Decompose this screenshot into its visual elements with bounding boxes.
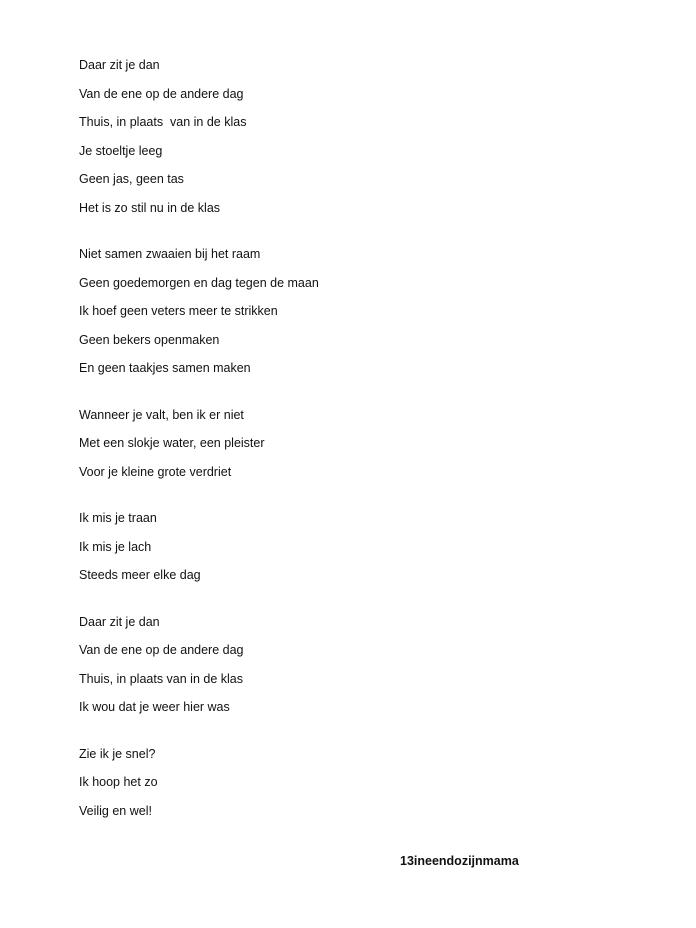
poem-line: Ik hoef geen veters meer te strikken — [79, 304, 278, 318]
poem-line: Daar zit je dan — [79, 614, 160, 629]
poem-line: Geen goedemorgen en dag tegen de maan — [79, 275, 319, 290]
poem-line: Geen jas, geen tas — [79, 172, 184, 186]
poem-line: Steeds meer elke dag — [79, 568, 201, 582]
poem-line: Van de ene op de andere dag — [79, 86, 244, 101]
stanza-4 — [79, 509, 379, 584]
poem-line: Geen bekers openmaken — [79, 332, 220, 347]
poem-line: Ik wou dat je weer hier was — [79, 700, 230, 714]
poem-line: Ik hoop het zo — [79, 775, 158, 789]
poem-line: Veilig en wel! — [79, 803, 152, 818]
poem-line: Met een slokje water, een pleister — [79, 436, 265, 450]
author-signature: 13ineendozijnmama — [400, 854, 519, 868]
poem-line: Je stoeltje leeg — [79, 143, 163, 158]
poem-line: Ik mis je lach — [79, 539, 152, 554]
poem-line: Wanneer je valt, ben ik er niet — [79, 407, 244, 422]
stanza-6 — [79, 745, 379, 820]
poem-line: Niet samen zwaaien bij het raam — [79, 247, 261, 261]
poem — [79, 56, 379, 848]
poem-line: Thuis, in plaats van in de klas — [79, 115, 247, 129]
poem-line: Het is zo stil nu in de klas — [79, 200, 221, 215]
stanza-5 — [79, 613, 379, 717]
poem-line: Thuis, in plaats van in de klas — [79, 671, 243, 686]
stanza-2 — [79, 245, 379, 377]
poem-line: Zie ik je snel? — [79, 746, 156, 761]
stanza-3 — [79, 406, 379, 481]
stanza-1 — [79, 56, 379, 217]
poem-line: Van de ene op de andere dag — [79, 643, 244, 657]
poem-line: Daar zit je dan — [79, 58, 160, 72]
poem-line: Ik mis je traan — [79, 511, 157, 525]
poem-line: Voor je kleine grote verdriet — [79, 464, 232, 479]
poem-line: En geen taakjes samen maken — [79, 361, 251, 375]
